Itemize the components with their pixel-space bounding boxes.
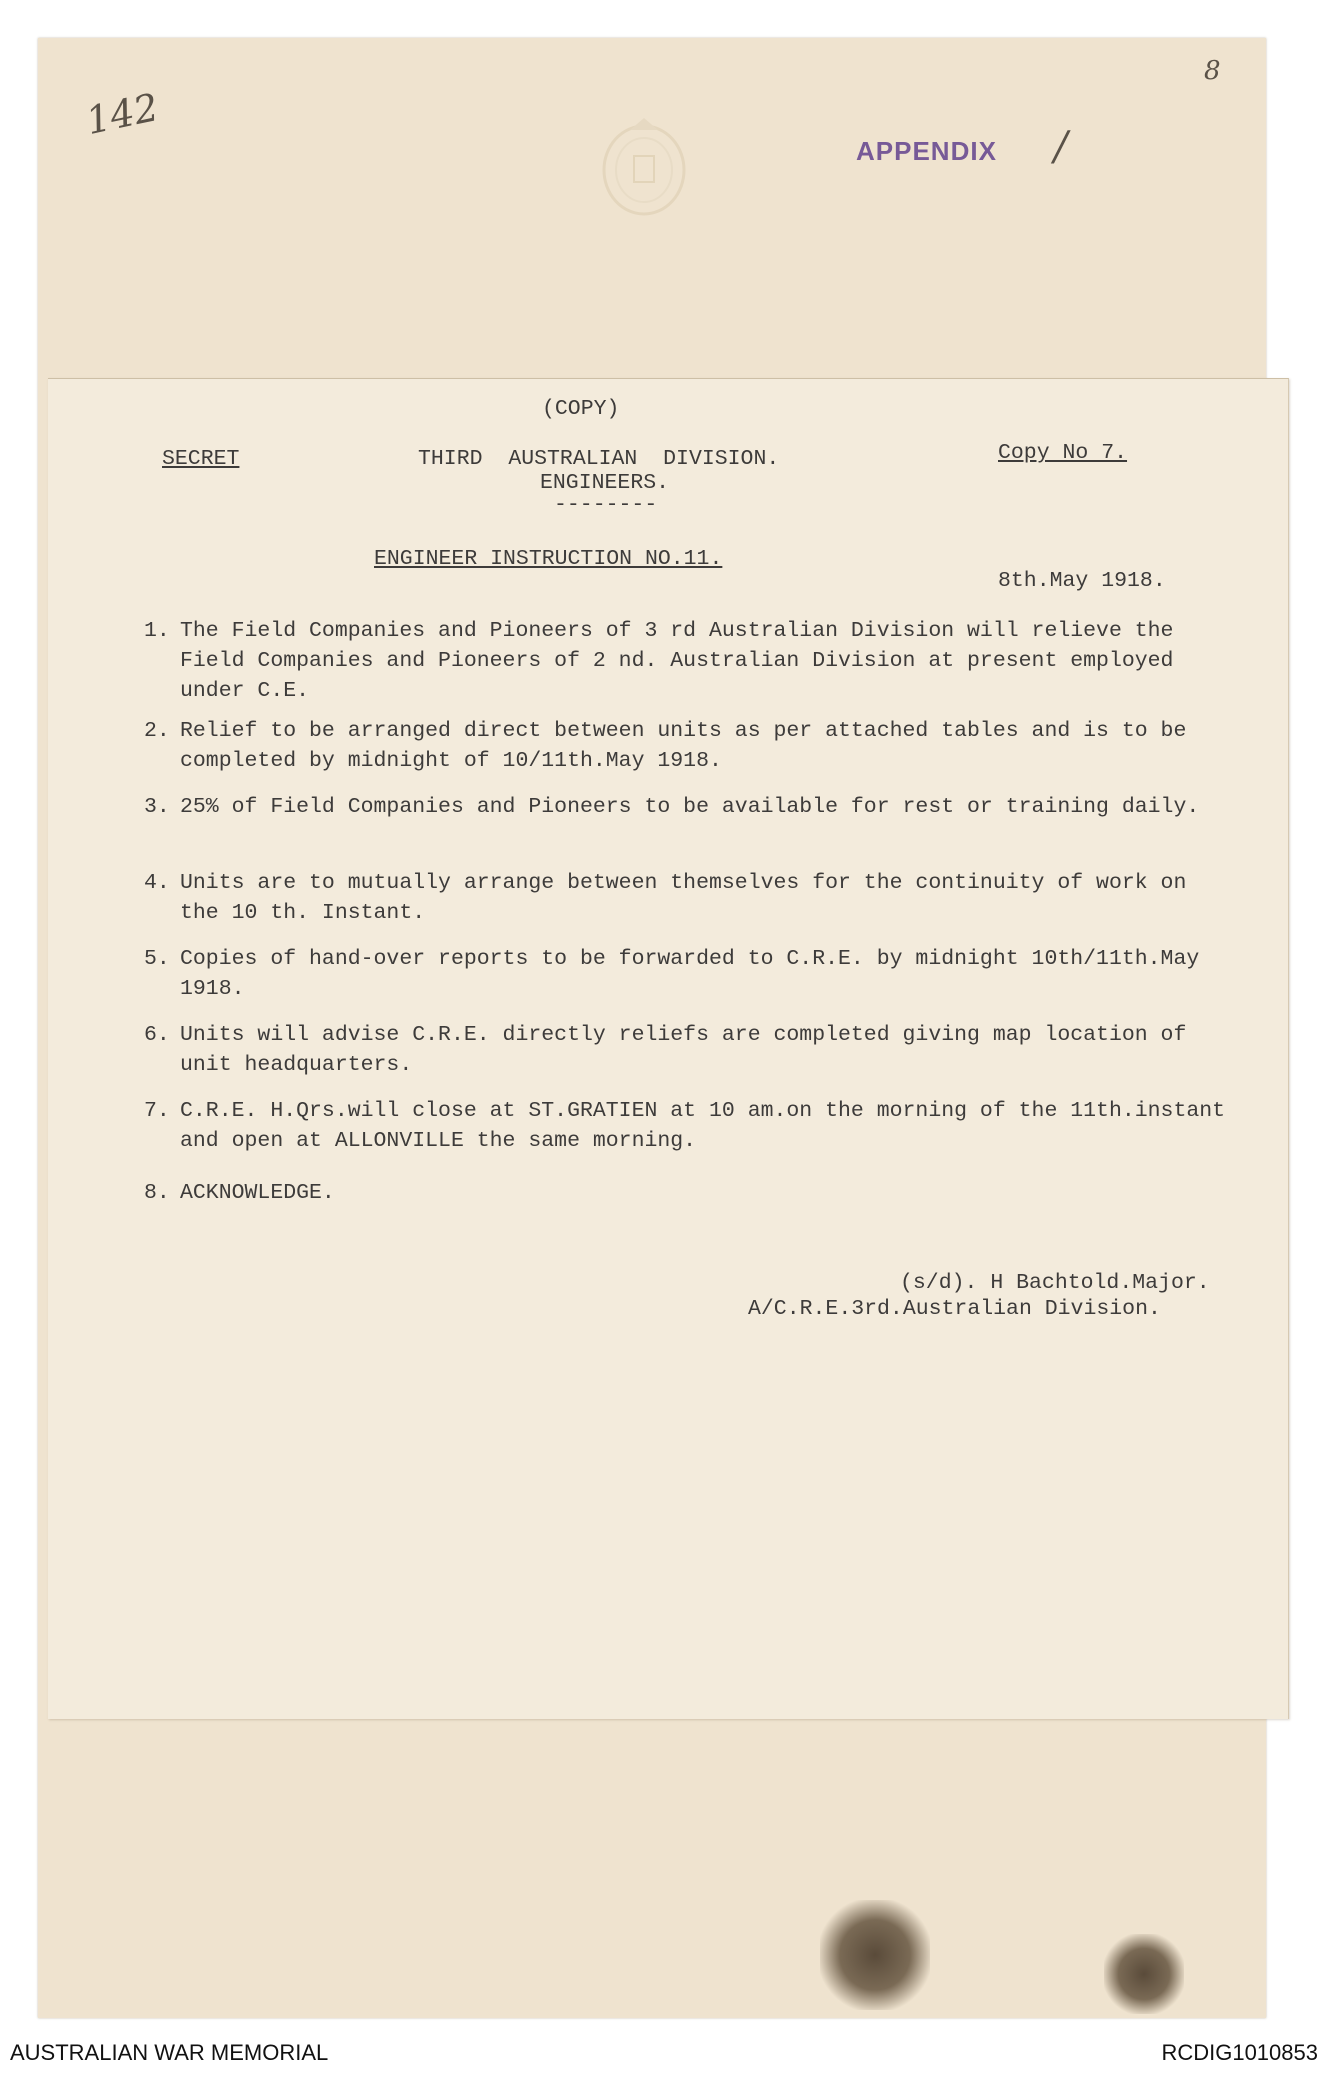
paragraph-text: 25% of Field Companies and Pioneers to be available for rest or training daily. <box>180 795 1200 819</box>
paragraph-text: The Field Companies and Pioneers of 3 rd Australian Division will relieve the Field Companies and Pioneers of 2 nd. Australian Division at present employed under C.E. <box>180 619 1174 703</box>
copy-mark: (COPY) <box>542 397 620 421</box>
paragraph-7 <box>144 1096 1234 1156</box>
paragraph-text: Units will advise C.R.E. directly reliefs are completed giving map location of unit headquarters. <box>180 1023 1187 1077</box>
paragraph-number: 1. <box>144 619 170 643</box>
paragraph-number: 8. <box>144 1181 170 1205</box>
paragraph-3 <box>144 792 1234 822</box>
paragraph-text: C.R.E. H.Qrs.will close at ST.GRATIEN at 10 am.on the morning of the 11th.instant and open at ALLONVILLE the same morning. <box>180 1099 1226 1153</box>
paragraph-number: 3. <box>144 795 170 819</box>
burn-mark <box>820 1900 930 2010</box>
paragraph-2 <box>144 716 1234 776</box>
instruction-title: ENGINEER INSTRUCTION NO.11. <box>374 547 723 571</box>
paragraph-6 <box>144 1020 1234 1080</box>
unit-heading: ENGINEERS. <box>540 471 670 495</box>
paragraph-text: Units are to mutually arrange between themselves for the continuity of work on the 10 th. Instant. <box>180 871 1187 925</box>
handwritten-page-number: 8 <box>1204 56 1221 86</box>
appendix-stamp: APPENDIX <box>856 136 997 166</box>
paragraph-number: 7. <box>144 1099 170 1123</box>
embossed-crest-seal <box>596 112 692 224</box>
handwritten-appendix-number: / <box>1054 124 1068 170</box>
paragraph-number: 2. <box>144 719 170 743</box>
paragraph-number: 6. <box>144 1023 170 1047</box>
paragraph-text: Relief to be arranged direct between units as per attached tables and is to be completed by midnight of 10/11th.May 1918. <box>180 719 1187 773</box>
burn-mark <box>1104 1934 1184 2014</box>
paragraph-5 <box>144 944 1234 1004</box>
instruction-date: 8th.May 1918. <box>998 569 1166 593</box>
division-heading: THIRD AUSTRALIAN DIVISION. <box>418 447 780 471</box>
paragraph-4 <box>144 868 1234 928</box>
archive-credit: AUSTRALIAN WAR MEMORIAL <box>10 2040 329 2065</box>
classification-label: SECRET <box>162 447 240 471</box>
signature-line: (s/d). H Bachtold.Major. <box>900 1271 1210 1295</box>
signature-title: A/C.R.E.3rd.Australian Division. <box>748 1297 1161 1321</box>
archive-reference: RCDIG1010853 <box>1161 2040 1318 2065</box>
copy-number: Copy No 7. <box>998 441 1128 465</box>
paragraph-number: 4. <box>144 871 170 895</box>
paragraph-1 <box>144 616 1234 706</box>
paragraph-number: 5. <box>144 947 170 971</box>
paragraph-text: Copies of hand-over reports to be forwarded to C.R.E. by midnight 10th/11th.May 1918. <box>180 947 1200 1001</box>
paragraph-text: ACKNOWLEDGE. <box>180 1181 335 1205</box>
handwritten-folio-number: 142 <box>82 84 163 144</box>
paragraph-8 <box>144 1178 1234 1208</box>
heading-rule: -------- <box>554 493 658 517</box>
